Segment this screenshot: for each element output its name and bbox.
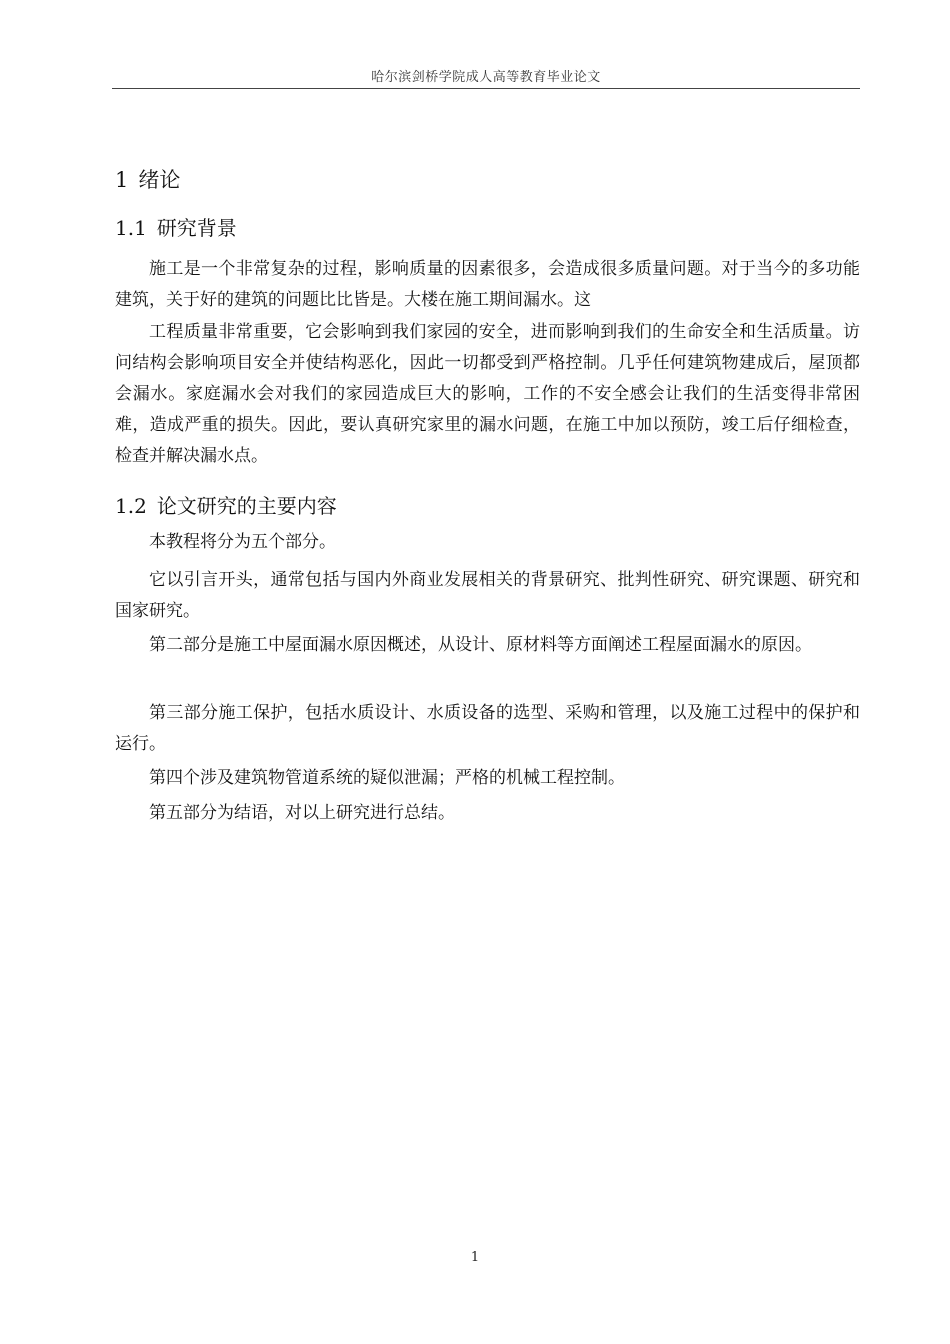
page-number: 1: [470, 1250, 480, 1265]
section-title: 论文研究的主要内容: [156, 494, 337, 518]
paragraph: 本教程将分为五个部分。: [149, 532, 336, 552]
section-number: 1.2: [115, 494, 147, 518]
paragraph: 施工是一个非常复杂的过程，影响质量的因素很多，会造成很多质量问题。对于当今的多功能建筑，关于好的建筑的问题比比皆是。大楼在施工期间漏水。这: [115, 259, 860, 310]
paragraph: 第二部分是施工中屋面漏水原因概述，从设计、原材料等方面阐述工程屋面漏水的原因。: [149, 635, 812, 655]
paragraph: 工程质量非常重要，它会影响到我们家园的安全，进而影响到我们的生命安全和生活质量。访问结构会影响项目安全并使结构恶化，因此一切都受到严格控制。几乎任何建筑物建成后，屋顶都会漏水。家庭漏水会对我们的家园造成巨大的影响，工作的不安全感会让我们的生活变得非常困难，造成严重的损失。因此，要认真研究家里的漏水问题，在施工中加以预防，竣工后仔细检查，检查并解决漏水点。: [115, 322, 860, 466]
paragraph: 第三部分施工保护，包括水质设计、水质设备的选型、采购和管理，以及施工过程中的保护和运行。: [115, 703, 860, 754]
paragraph: 它以引言开头，通常包括与国内外商业发展相关的背景研究、批判性研究、研究课题、研究和国家研究。: [115, 570, 860, 621]
page-header: 哈尔滨剑桥学院成人高等教育毕业论文: [371, 70, 601, 85]
section-number: 1.1: [115, 216, 147, 240]
chapter-heading: [115, 164, 180, 194]
section-heading-1-1: [115, 212, 237, 241]
chapter-title: 绪论: [138, 168, 181, 192]
section-heading-1-2: [115, 490, 337, 519]
paragraph: 第四个涉及建筑物管道系统的疑似泄漏；严格的机械工程控制。: [149, 768, 625, 788]
section-title: 研究背景: [156, 216, 237, 240]
header-rule: [112, 88, 860, 89]
chapter-number: 1: [115, 168, 129, 192]
paragraph: 第五部分为结语，对以上研究进行总结。: [149, 803, 455, 823]
